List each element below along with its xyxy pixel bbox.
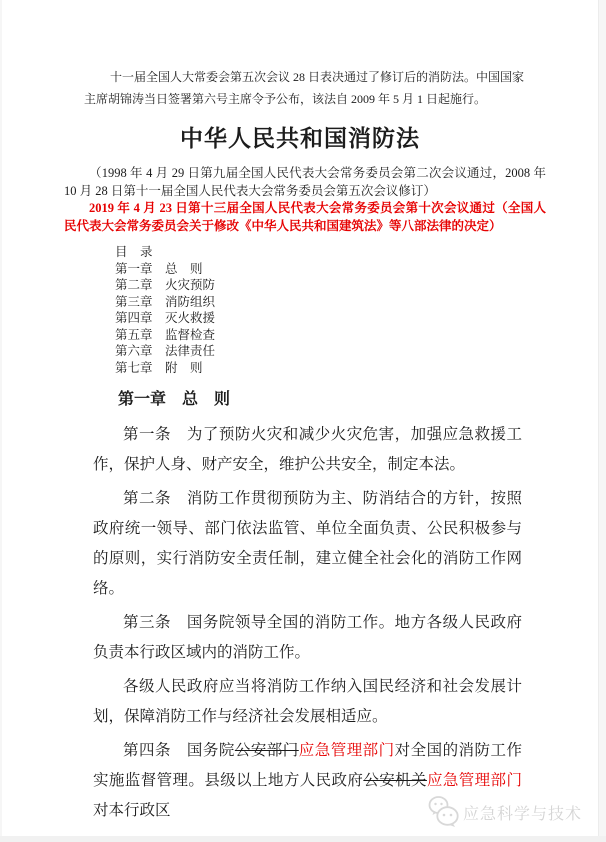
article-segment-strikethrough: 公安机关 [363,772,427,789]
enactment-note: （1998 年 4 月 29 日第九届全国人民代表大会常务委员会第二次会议通过，2008 年 10 月 28 日第十一届全国人民代表大会常务委员会第五次会议修订） [64,166,546,198]
toc-item-chapter7: 第七章 附 则 [115,360,203,375]
watermark [428,795,582,829]
article-segment-red: 应急管理部门 [426,772,522,789]
page-bottom-edge [0,836,606,842]
wechat-icon [428,795,459,829]
toc-item-chapter6: 第六章 法律责任 [115,344,216,358]
article-segment-normal: 对全国的消防工作实施监督管理。县级以上地方人民政府 [93,742,522,789]
amendment-note: 2019 年 4 月 23 日第十三届全国人民代表大会常务委员会第十次会议通过（全国人民代表大会常务委员会关于修改《中华人民共和国建筑法》等八部法律的决定） [64,201,546,233]
intro-paragraph: 十一届全国人大常委会第五次会议 28 日表决通过了修订后的消防法。中国国家主席胡锦涛当日签署第六号主席令予公布，该法自 2009 年 5 月 1 日起施行。 [84,70,525,106]
article-3-paragraph: 第三条 国务院领导全国的消防工作。地方各级人民政府负责本行政区域内的消防工作。 [93,614,522,661]
chapter-1-heading: 第一章 总 则 [118,391,231,408]
article-2-paragraph: 第二条 消防工作贯彻预防为主、防消结合的方针，按照政府统一领导、部门依法监管、单位全面负责、公民积极参与的原则，实行消防安全责任制，建立健全社会化的消防工作网络。 [93,490,522,597]
document-page [2,0,599,836]
toc-item-chapter4: 第四章 灭火救援 [115,311,216,325]
article-segment-red: 应急管理部门 [298,742,395,759]
toc-item-chapter5: 第五章 监督检查 [115,327,216,342]
notes-block [64,165,546,235]
toc-item-chapter3: 第三章 消防组织 [115,294,216,309]
table-of-contents [115,244,598,376]
article-segment-normal: 第四条 国务院 [123,742,235,759]
toc-heading: 目 录 [115,245,153,259]
watermark-label: 应急科学与技术 [463,805,583,823]
chapter-1-body [93,420,522,826]
article-segment-strikethrough: 公安部门 [234,742,299,759]
article-3-paragraph-2: 各级人民政府应当将消防工作纳入国民经济和社会发展计划，保障消防工作与经济社会发展相适应。 [93,678,522,725]
toc-item-chapter2: 第二章 火灾预防 [115,278,216,292]
toc-item-chapter1: 第一章 总 则 [115,261,203,276]
article-1-paragraph: 第一条 为了预防火灾和减少火灾危害，加强应急救援工作，保护人身、财产安全，维护公共安全，制定本法。 [93,426,522,473]
document-title: 中华人民共和国消防法 [180,126,420,151]
article-segment-normal: 对本行政区 [93,802,171,819]
